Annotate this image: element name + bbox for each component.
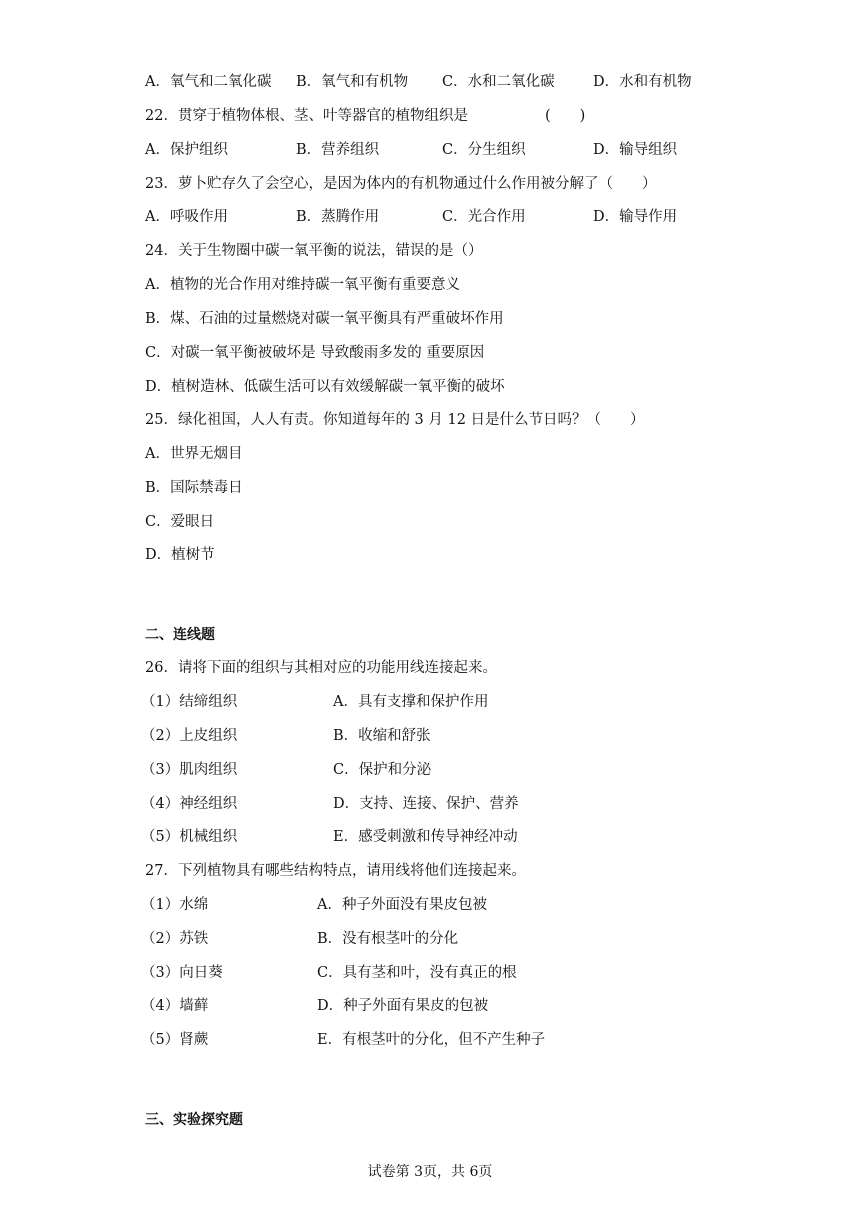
q23-option-a: A．呼吸作用 <box>145 209 228 225</box>
q21-option-d: D．水和有机物 <box>593 74 692 90</box>
q22-option-d: D．输导组织 <box>593 142 678 158</box>
q24-option-a: A．植物的光合作用对维持碳一氧平衡有重要意义 <box>145 277 460 293</box>
q22-stem-text: 22．贯穿于植物体根、茎、叶等器官的植物组织是 <box>145 108 468 124</box>
q27-left-4: （4）墙藓 <box>141 998 209 1014</box>
q25-option-b: B．国际禁毒日 <box>145 480 243 496</box>
q22-stem <box>145 107 468 125</box>
q26-left-4: （4）神经组织 <box>141 796 238 812</box>
q25-option-d: D．植树节 <box>145 547 215 563</box>
q24-stem: 24．关于生物圈中碳一氧平衡的说法，错误的是（） <box>145 243 483 259</box>
q26-right-e: E．感受刺激和传导神经冲动 <box>333 829 518 845</box>
q27-right-b: B．没有根茎叶的分化 <box>317 931 459 947</box>
q26-right-c: C．保护和分泌 <box>333 762 432 778</box>
page-footer: 试卷第 3页，共 6页 <box>367 1164 493 1180</box>
q26-stem: 26．请将下面的组织与其相对应的功能用线连接起来。 <box>145 660 497 676</box>
q26-right-b: B．收缩和舒张 <box>333 728 431 744</box>
q23-option-b: B．蒸腾作用 <box>296 209 380 225</box>
q21-option-b: B．氧气和有机物 <box>296 74 409 90</box>
q23-option-c: C．光合作用 <box>442 209 526 225</box>
q25-option-a: A．世界无烟目 <box>145 446 243 462</box>
q24-option-c: C．对碳一氧平衡被破坏是 导致酸雨多发的 重要原因 <box>145 345 485 361</box>
q27-right-d: D．种子外面有果皮的包被 <box>317 998 489 1014</box>
section-title-experiment: 三、实验探究题 <box>145 1112 243 1128</box>
q26-left-3: （3）肌肉组织 <box>141 762 238 778</box>
q22-blank: ( ) <box>545 108 586 124</box>
q27-left-2: （2）苏铁 <box>141 931 209 947</box>
q21-option-a: A．氧气和二氧化碳 <box>145 74 272 90</box>
q23-option-d: D．输导作用 <box>593 209 678 225</box>
q22-option-a: A．保护组织 <box>145 142 228 158</box>
q22-option-b: B．营养组织 <box>296 142 380 158</box>
q27-left-5: （5）肾蕨 <box>141 1032 209 1048</box>
q26-left-5: （5）机械组织 <box>141 829 238 845</box>
q26-right-a: A．具有支撑和保护作用 <box>333 694 489 710</box>
q27-left-3: （3）向日葵 <box>141 965 223 981</box>
q23-stem: 23．萝卜贮存久了会空心，是因为体内的有机物通过什么作用被分解了（ ） <box>145 176 657 192</box>
q24-option-d: D．植树造林、低碳生活可以有效缓解碳一氧平衡的破坏 <box>145 379 505 395</box>
q24-option-b: B．煤、石油的过量燃烧对碳一氧平衡具有严重破坏作用 <box>145 311 504 327</box>
section-title-matching: 二、连线题 <box>145 627 215 643</box>
q21-option-c: C．水和二氧化碳 <box>442 74 555 90</box>
q27-left-1: （1）水绵 <box>141 897 209 913</box>
q27-right-e: E．有根茎叶的分化，但不产生种子 <box>317 1032 546 1048</box>
q27-right-a: A．种子外面没有果皮包被 <box>317 897 487 913</box>
q26-right-d: D．支持、连接、保护、营养 <box>333 796 519 812</box>
q25-option-c: C．爱眼日 <box>145 514 215 530</box>
q26-left-2: （2）上皮组织 <box>141 728 238 744</box>
q22-option-c: C．分生组织 <box>442 142 526 158</box>
q27-stem: 27．下列植物具有哪些结构特点，请用线将他们连接起来。 <box>145 863 526 879</box>
q26-left-1: （1）结缔组织 <box>141 694 238 710</box>
q27-right-c: C．具有茎和叶，没有真正的根 <box>317 965 517 981</box>
q25-stem: 25．绿化祖国，人人有责。你知道每年的 3 月 12 日是什么节日吗？（ ） <box>145 412 645 428</box>
